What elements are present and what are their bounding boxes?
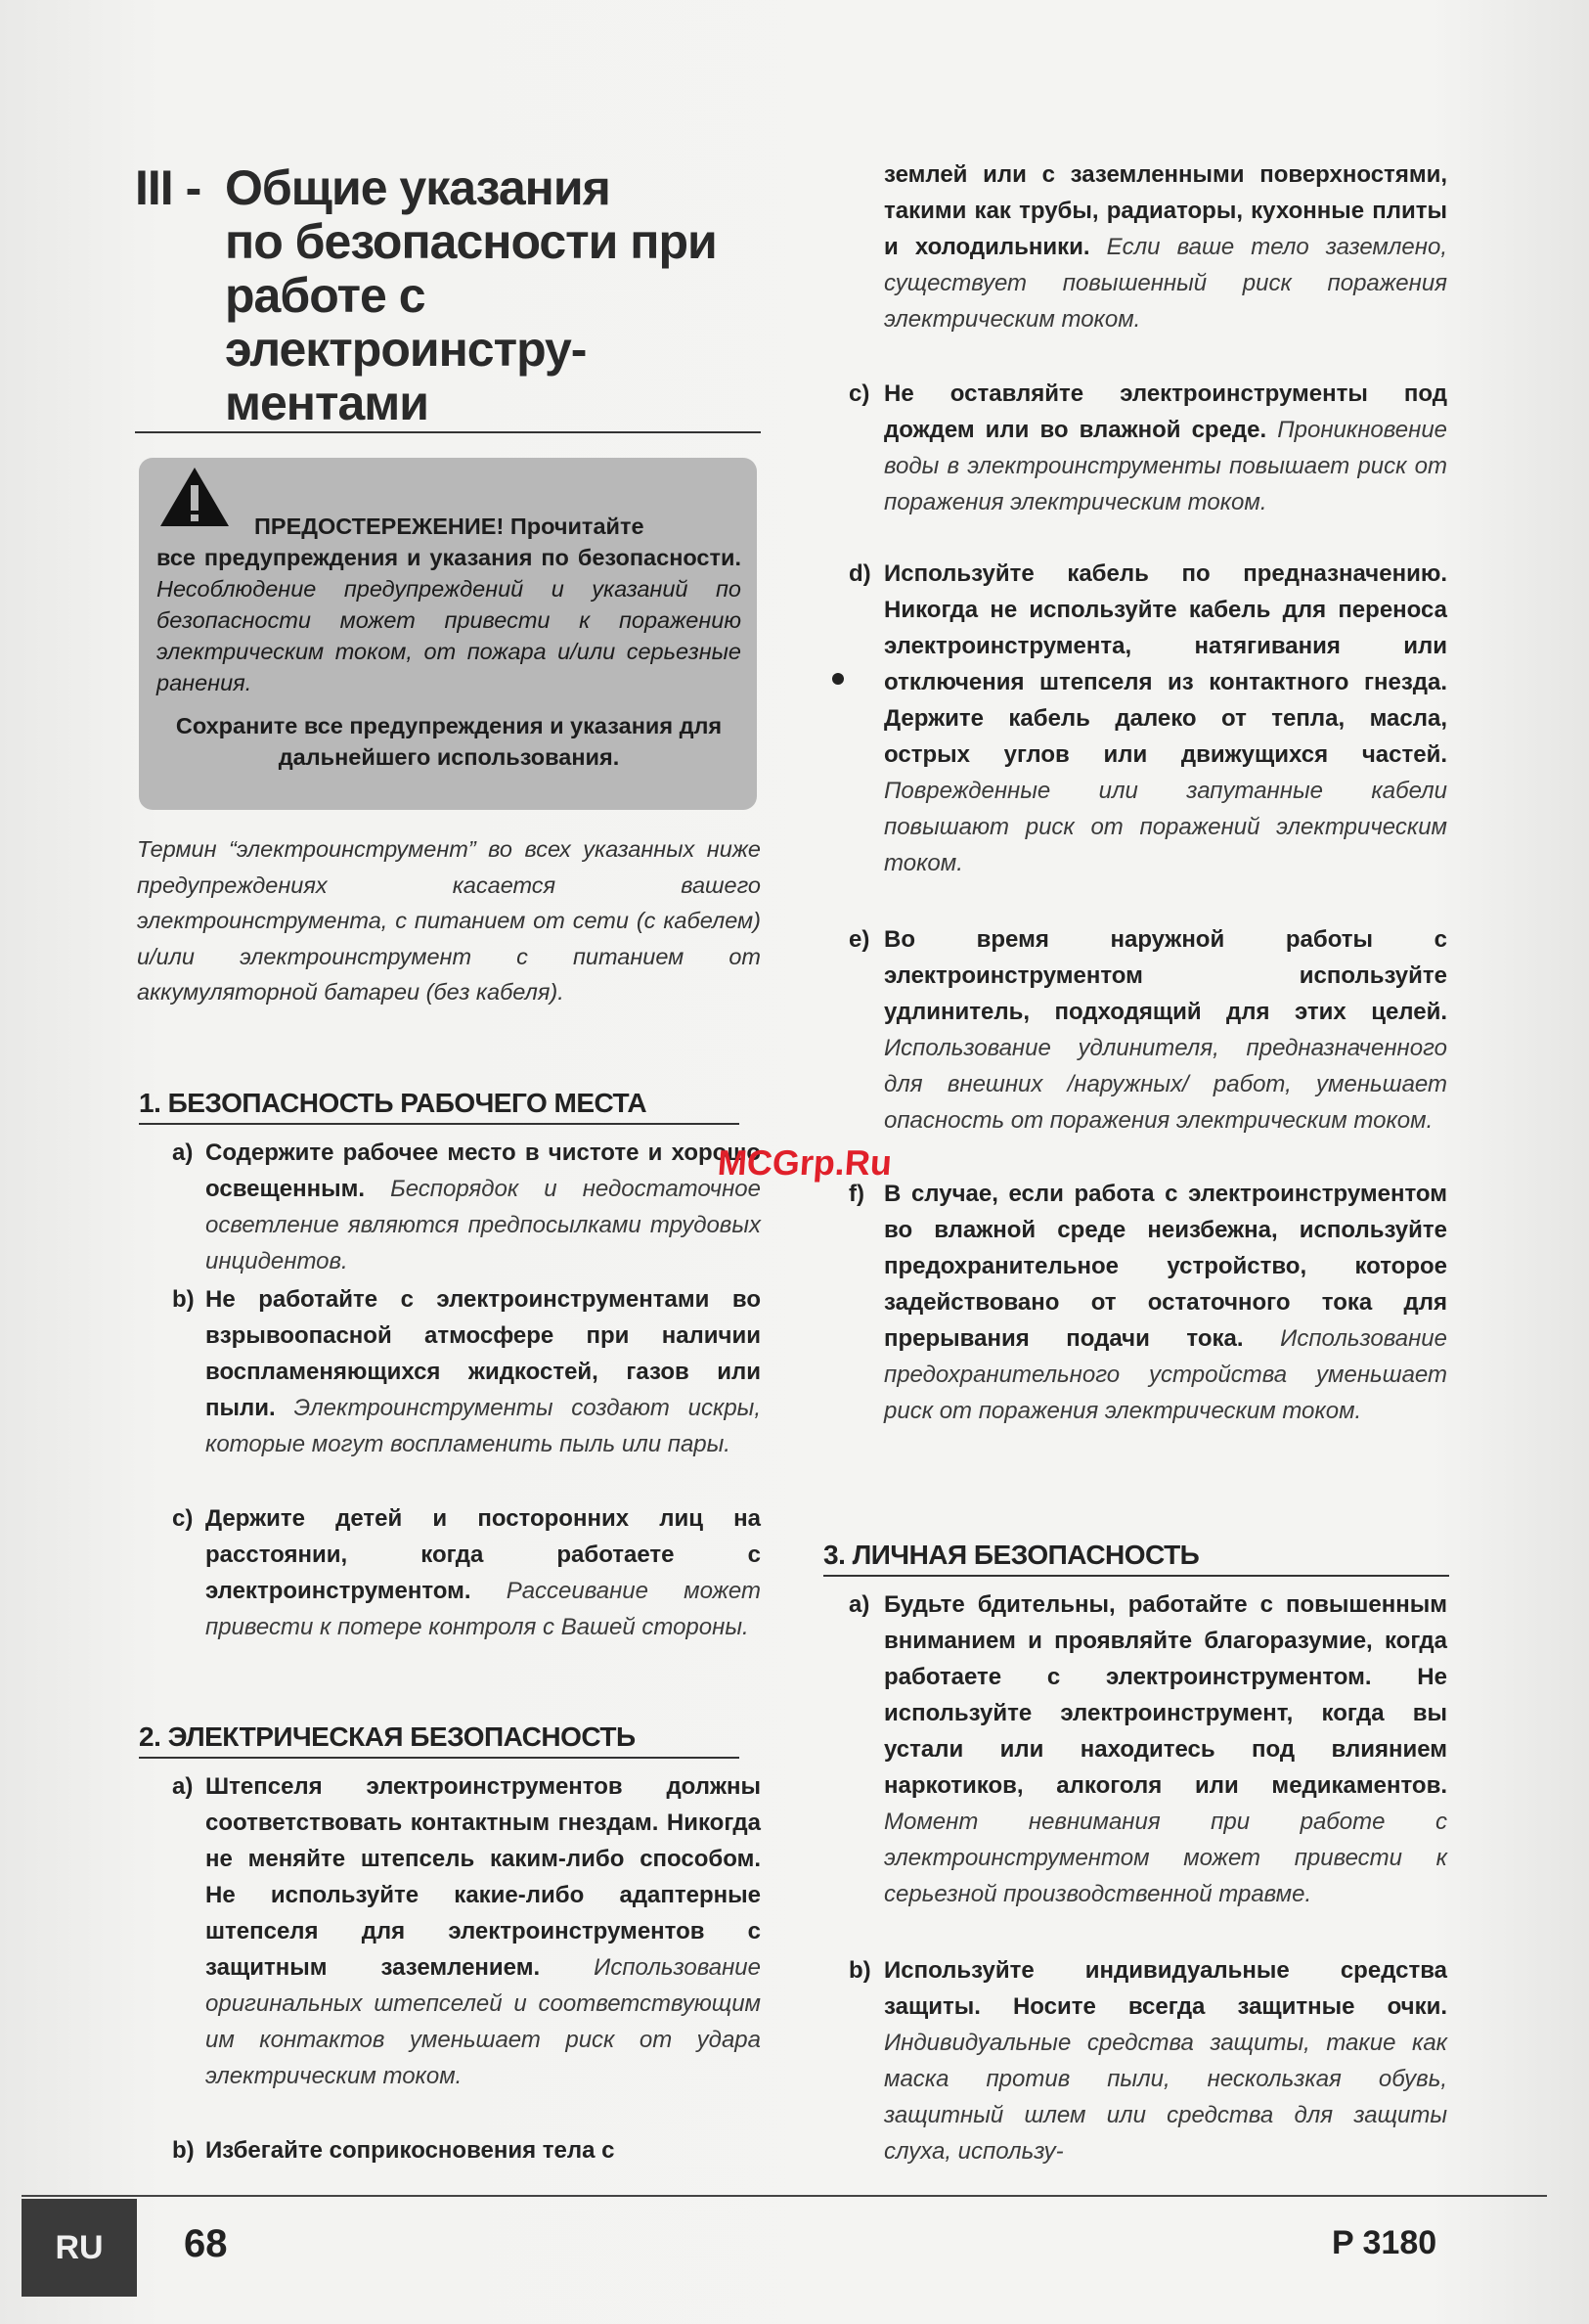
section-2-item-e: [849, 921, 1447, 1139]
title-line: работе с: [225, 268, 425, 323]
section-2-item-d: [849, 556, 1447, 881]
section-2-item-c: [849, 376, 1447, 520]
item-label: a): [172, 1773, 194, 1800]
section-1-item-b: [172, 1281, 761, 1462]
item-bold: Не оставляйте электроинструменты под дождем или во влажной среде.: [884, 380, 1447, 443]
item-label: b): [172, 1286, 195, 1313]
model-code: P 3180: [1332, 2224, 1437, 2261]
item-bold: Избегайте соприкосновения тела с: [205, 2137, 615, 2164]
warning-save-text: Сохраните все предупреждения и указания для дальнейшего использования.: [175, 713, 723, 770]
section-1-item-a: [172, 1135, 761, 1279]
warning-italic-text: Несоблюдение предупреждений и указаний по безопасности может привести к поражению электрическим током, от пожара и/или серьезные ранения.: [156, 576, 741, 695]
item-bold: Используйте индивидуальные средства защиты. Носите всегда защитные очки.: [884, 1957, 1447, 2020]
item-bold: землей или с заземленными поверхностями, такими как трубы, радиаторы, кухонные плиты и холодильники.: [884, 161, 1447, 260]
item-italic: Электроинструменты создают искры, которые могут воспламенить пыль или пары.: [205, 1395, 762, 1457]
item-bold: Используйте кабель по предназначению. Никогда не используйте кабель для переноса электроинструмента, натягивания или отключения штепселя из контактного гнезда. Держите кабель далеко от тепла, масла, острых углов или движущихся частей.: [884, 560, 1447, 768]
item-italic: Момент невнимания при работе с электроинструментом может привести к серьезной производственной травме.: [884, 1809, 1447, 1907]
section-1-item-c: [172, 1500, 761, 1645]
item-italic: Беспорядок и недостаточное осветление являются предпосылками трудовых инцидентов.: [205, 1176, 761, 1274]
section-2-item-f: [849, 1176, 1447, 1429]
item-bold: Содержите рабочее место в чистоте и хорошо освещенным.: [205, 1140, 761, 1202]
title-line: ментами: [225, 376, 429, 430]
item-label: f): [849, 1181, 864, 1207]
title-line: по безопасности при: [225, 214, 717, 269]
section-2-item-b-continuation: [849, 156, 1447, 337]
item-bold: Будьте бдительны, работайте с повышенным вниманием и проявляйте благоразумие, когда работаете с электроинструментом. Не используйте электроинструмент, когда вы устали или находитесь под влиянием наркотиков, алкоголя или медикаментов.: [884, 1591, 1447, 1799]
warning-text: [156, 542, 741, 698]
item-italic: Индивидуальные средства защиты, такие как маска против пыли, нескользкая обувь, защитный шлем или средства для защиты слуха, использу-: [884, 2030, 1447, 2165]
bullet-dot: [832, 673, 844, 685]
section-1-heading: 1. БЕЗОПАСНОСТЬ РАБОЧЕГО МЕСТА: [139, 1088, 739, 1125]
item-italic: Проникновение воды в электроинструменты повышает риск от поражения электрическим током.: [884, 417, 1448, 515]
title-line: электроинстру-: [225, 322, 587, 377]
item-italic: Если ваше тело заземлено, существует повышенный риск поражения электрическим током.: [884, 234, 1447, 333]
item-italic: Поврежденные или запутанные кабели повышают риск от поражений электрическим током.: [884, 778, 1447, 876]
item-italic: Рассеивание может привести к потере контроля с Вашей стороны.: [205, 1578, 762, 1640]
item-label: a): [172, 1140, 194, 1166]
item-label: e): [849, 926, 870, 953]
warning-bold-text: все предупреждения и указания по безопасности.: [156, 545, 741, 570]
title-line: Общие указания: [225, 160, 610, 215]
section-3-item-a: [849, 1587, 1447, 1912]
section-3-item-b: [849, 1952, 1447, 2169]
item-bold: Не работайте с электроинструментами во взрывоопасной атмосфере при наличии воспламеняющихся жидкостей, газов или пыли.: [205, 1286, 761, 1421]
page-number: 68: [184, 2222, 228, 2265]
section-2-item-b: [172, 2132, 761, 2168]
item-bold: Держите детей и посторонних лиц на расстоянии, когда работаете с электроинструментом.: [205, 1505, 761, 1604]
item-label: b): [172, 2137, 195, 2164]
intro-paragraph: Термин “электроинструмент” во всех указанных ниже предупреждениях касается вашего электроинструмента, с питанием от сети (с кабелем) и/или электроинструмент с питанием от аккумуляторной батареи (без кабеля).: [137, 836, 761, 1005]
item-label: c): [172, 1505, 194, 1532]
watermark: MCGrp.Ru: [716, 1142, 894, 1183]
warning-box: [139, 458, 757, 810]
item-bold: В случае, если работа с электроинструментом во влажной среде неизбежна, используйте предохранительное устройство, которое задействовано от остаточного тока для прерывания подачи тока.: [884, 1181, 1447, 1352]
footer-rule: [22, 2195, 1547, 2197]
item-italic: Использование оригинальных штепселей и соответствующим им контактов уменьшает риск от удара электрическим током.: [205, 1954, 761, 2089]
item-italic: Использование предохранительного устройства уменьшает риск от поражения электрическим током.: [884, 1325, 1447, 1424]
item-label: b): [849, 1957, 871, 1984]
item-italic: Использование удлинителя, предназначенного для внешних /наружных/ работ, уменьшает опасность от поражения электрическим током.: [884, 1035, 1447, 1134]
section-2-item-a: [172, 1768, 761, 2094]
warning-heading: ПРЕДОСТЕРЕЖЕНИЕ! Прочитайте: [254, 514, 644, 539]
item-bold: Штепселя электроинструментов должны соответствовать контактным гнездам. Никогда не меняйте штепсель каким-либо способом. Не используйте какие-либо адаптерные штепселя для электроинструментов с защитным заземлением.: [205, 1773, 761, 1981]
section-2-heading: 2. ЭЛЕКТРИЧЕСКАЯ БЕЗОПАСНОСТЬ: [139, 1721, 739, 1759]
item-label: d): [849, 560, 871, 587]
item-label: a): [849, 1591, 870, 1618]
item-label: c): [849, 380, 870, 407]
section-3-heading: 3. ЛИЧНАЯ БЕЗОПАСНОСТЬ: [823, 1540, 1449, 1577]
chapter-number: III -: [135, 160, 201, 215]
item-bold: Во время наружной работы с электроинструментом используйте удлинитель, подходящий для этих целей.: [884, 926, 1447, 1025]
language-badge: RU: [22, 2199, 137, 2297]
title-divider: [135, 431, 761, 433]
